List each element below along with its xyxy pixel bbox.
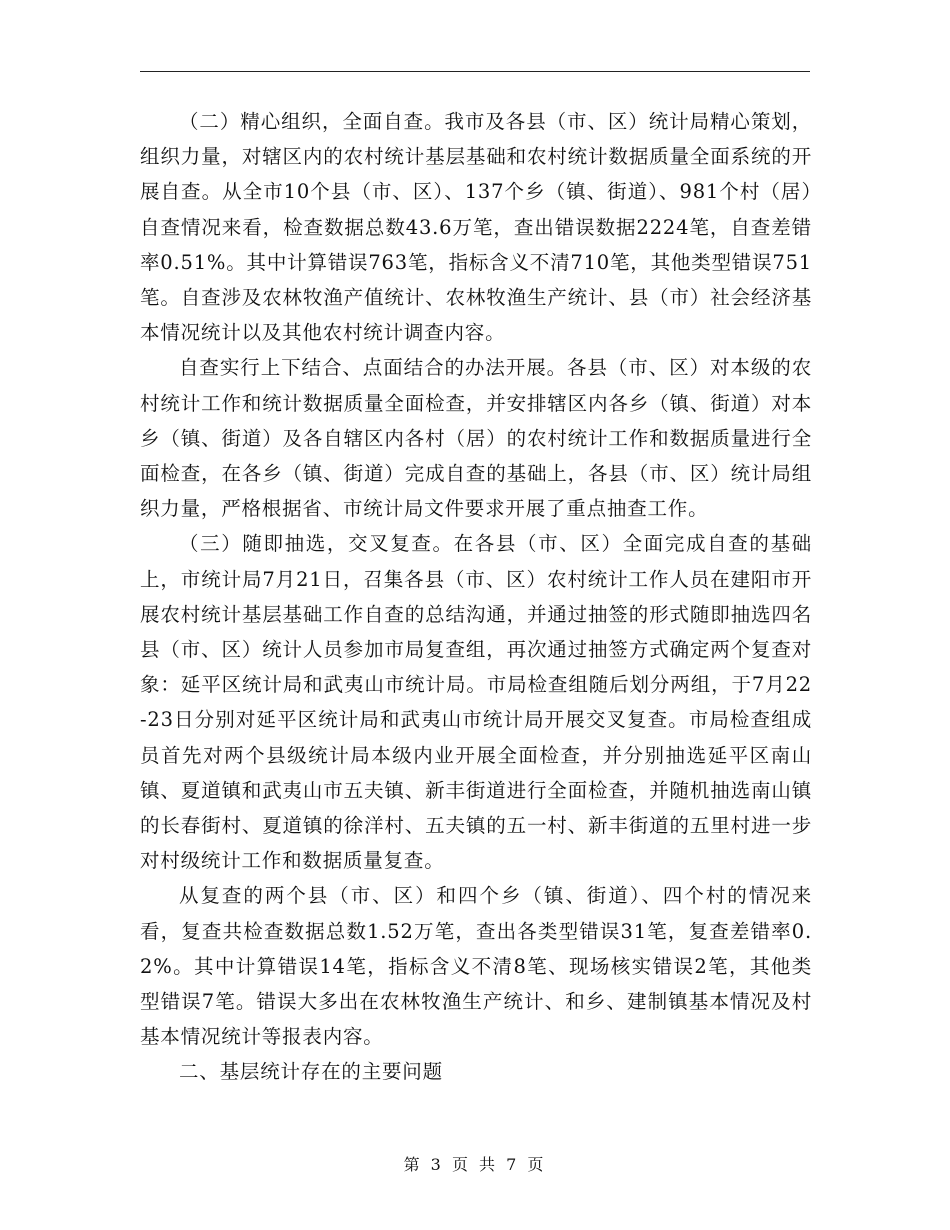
document-body	[140, 104, 812, 1090]
section-heading: 二、基层统计存在的主要问题	[179, 1060, 443, 1084]
paragraph-cross-review: （三）随即抽选，交叉复查。在各县（市、区）全面完成自查的基础上，市统计局7月21日，召集各县（市、区）农村统计工作人员在建阳市开展农村统计基层基础工作自查的总结沟通，并通过抽签的形式随即抽选四名县（市、区）统计人员参加市局复查组，再次通过抽签方式确定两个复查对象：延平区统计局和武夷山市统计局。市局检查组随后划分两组，于7月22-23日分别对延平区统计局和武夷山市统计局开展交叉复查。市局检查组成员首先对两个县级统计局本级内业开展全面检查，并分别抽选延平区南山镇、夏道镇和武夷山市五夫镇、新丰街道进行全面检查，并随机抽选南山镇的长春街村、夏道镇的徐洋村、五夫镇的五一村、新丰街道的五里村进一步对村级统计工作和数据质量复查。	[140, 532, 812, 873]
paragraph-self-check: （二）精心组织，全面自查。我市及各县（市、区）统计局精心策划，组织力量，对辖区内的农村统计基层基础和农村统计数据质量全面系统的开展自查。从全市10个县（市、区）、137个乡（镇、街道）、981个村（居）自查情况来看，检查数据总数43.6万笔，查出错误数据2224笔，自查差错率0.51%。其中计算错误763笔，指标含义不清710笔，其他类型错误751笔。自查涉及农林牧渔产值统计、农林牧渔生产统计、县（市）社会经济基本情况统计以及其他农村统计调查内容。	[140, 110, 813, 345]
header-rule	[140, 71, 810, 72]
paragraph-review-results: 从复查的两个县（市、区）和四个乡（镇、街道）、四个村的情况来看，复查共检查数据总数1.52万笔，查出各类型错误31笔，复查差错率0.2%。其中计算错误14笔，指标含义不清8笔、现场核实错误2笔，其他类型错误7笔。错误大多出在农林牧渔生产统计、和乡、建制镇基本情况及村基本情况统计等报表内容。	[140, 884, 812, 1049]
paragraph-self-check-method: 自查实行上下结合、点面结合的办法开展。各县（市、区）对本级的农村统计工作和统计数据质量全面检查，并安排辖区内各乡（镇、街道）对本乡（镇、街道）及各自辖区内各村（居）的农村统计工作和数据质量进行全面检查，在各乡（镇、街道）完成自查的基础上，各县（市、区）统计局组织力量，严格根据省、市统计局文件要求开展了重点抽查工作。	[140, 356, 812, 521]
page-number-footer: 第 3 页 共 7 页	[403, 1155, 547, 1174]
